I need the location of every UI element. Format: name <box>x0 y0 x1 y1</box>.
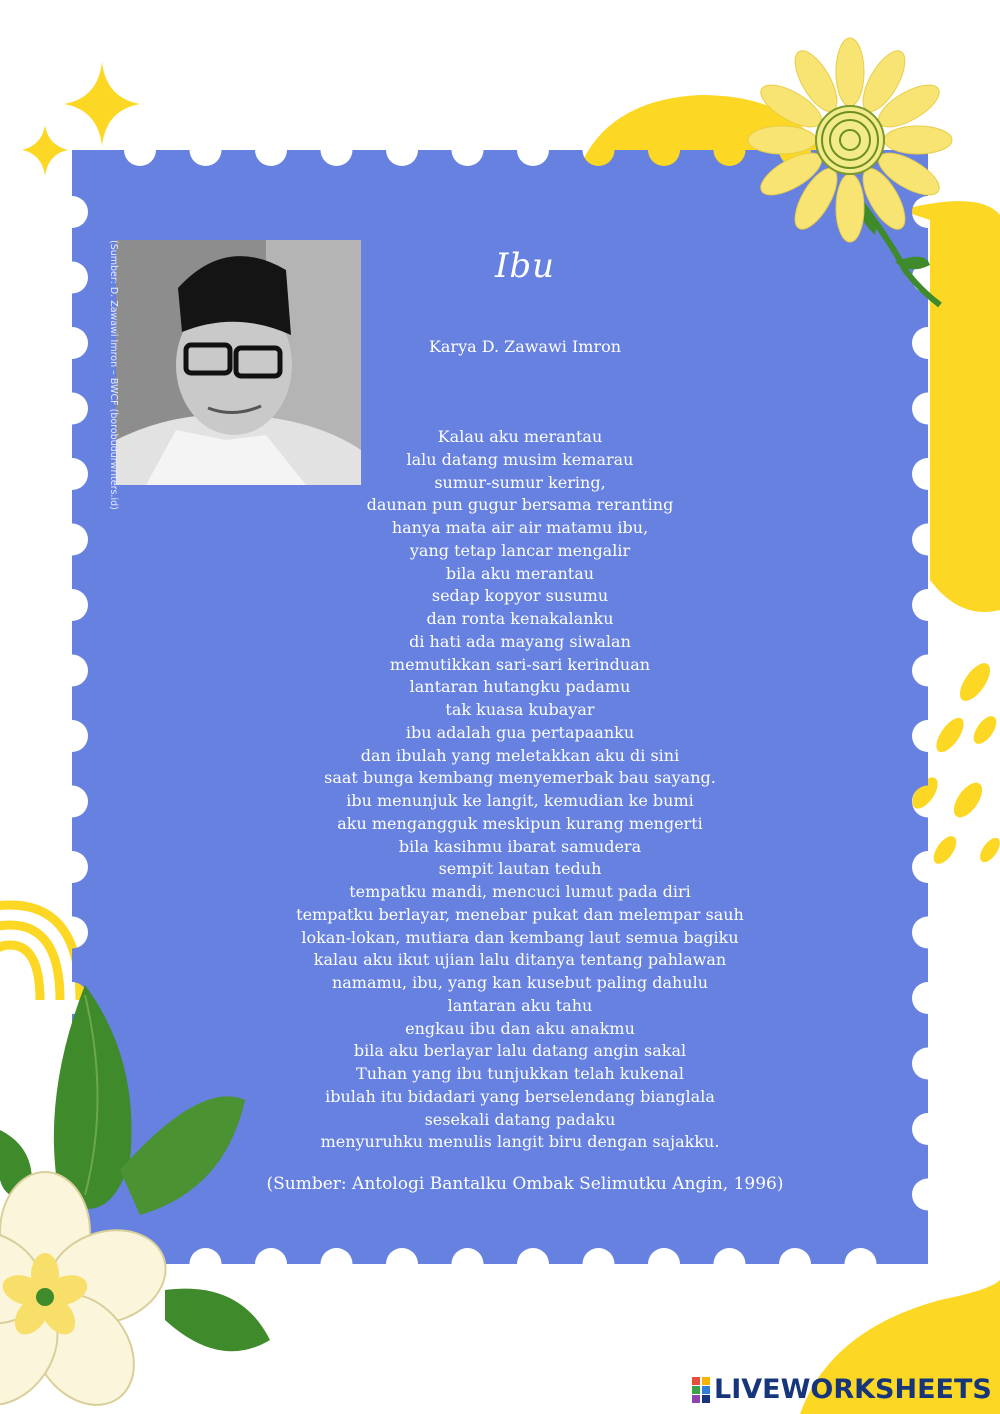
poem-author: Karya D. Zawawi Imron <box>428 337 622 356</box>
poem-line: kalau aku ikut ujian lalu ditanya tentang pahlawan <box>313 950 727 970</box>
brand-name: LIVEWORKSHEETS <box>714 1374 992 1405</box>
poem-line: menyuruhku menulis langit biru dengan sajakku. <box>320 1132 720 1152</box>
poem-line: di hati ada mayang siwalan <box>409 631 631 651</box>
poem-line: hanya mata air air matamu ibu, <box>391 518 649 537</box>
poem-line: sesekali datang padaku <box>424 1109 616 1129</box>
poem-source: (Sumber: Antologi Bantalku Ombak Selimutku Angin, 1996) <box>266 1174 784 1194</box>
poem-line: daunan pun gugur bersama reranting <box>366 495 674 515</box>
poem-line: namamu, ibu, yang kan kusebut paling dahulu <box>331 973 709 992</box>
poem-line: tempatku mandi, mencuci lumut pada diri <box>349 882 691 901</box>
poem-line: tempatku berlayar, menebar pukat dan melempar sauh <box>296 904 744 924</box>
liveworksheets-logo-icon <box>692 1377 710 1403</box>
poem-line: yang tetap lancar mengalir <box>409 540 631 560</box>
poem-line: ibulah itu bidadari yang berselendang bianglala <box>325 1086 715 1106</box>
poem-line: Kalau aku merantau <box>437 427 603 446</box>
poem-line: bila aku merantau <box>445 563 595 583</box>
poem-line: lantaran aku tahu <box>447 995 593 1015</box>
leaf-icon <box>54 985 132 1209</box>
poem-line: sumur-sumur kering, <box>434 472 606 492</box>
poem-line: Tuhan yang ibu tunjukkan telah kukenal <box>356 1064 684 1083</box>
poem-line: lokan-lokan, mutiara dan kembang laut semua bagiku <box>301 927 739 947</box>
poem-line: ibu menunjuk ke langit, kemudian ke bumi <box>346 791 694 810</box>
poem-line: sempit lautan teduh <box>438 859 602 879</box>
photo-credit: (Sumber: D. Zawawi Imron – BWCF (borobudurwriters.id) <box>108 240 119 510</box>
poem-title: Ibu <box>494 246 556 286</box>
poem-line: ibu adalah gua pertapaanku <box>405 722 635 742</box>
poem-line: tak kuasa kubayar <box>445 700 595 719</box>
poem-line: dan ibulah yang meletakkan aku di sini <box>360 745 680 765</box>
poem-line: engkau ibu dan aku anakmu <box>405 1018 635 1038</box>
liveworksheets-brand[interactable] <box>692 1372 992 1408</box>
poem-line: sedap kopyor susumu <box>431 586 609 606</box>
poem-line: dan ronta kenakalanku <box>426 609 614 628</box>
poem-line: bila kasihmu ibarat samudera <box>398 836 642 856</box>
poem-line: lalu datang musim kemarau <box>406 449 634 469</box>
leaf-icon <box>165 1289 270 1352</box>
poem-line: bila aku berlayar lalu datang angin sakal <box>353 1041 687 1061</box>
poem-line: aku mengangguk meskipun kurang mengerti <box>337 813 703 833</box>
leaf-icon <box>120 1096 245 1215</box>
poem-line: lantaran hutangku padamu <box>409 677 631 697</box>
poem-line: memutikkan sari-sari kerinduan <box>389 654 651 674</box>
poem-line: saat bunga kembang menyemerbak bau sayang. <box>324 768 716 788</box>
poem-body <box>235 426 805 1154</box>
